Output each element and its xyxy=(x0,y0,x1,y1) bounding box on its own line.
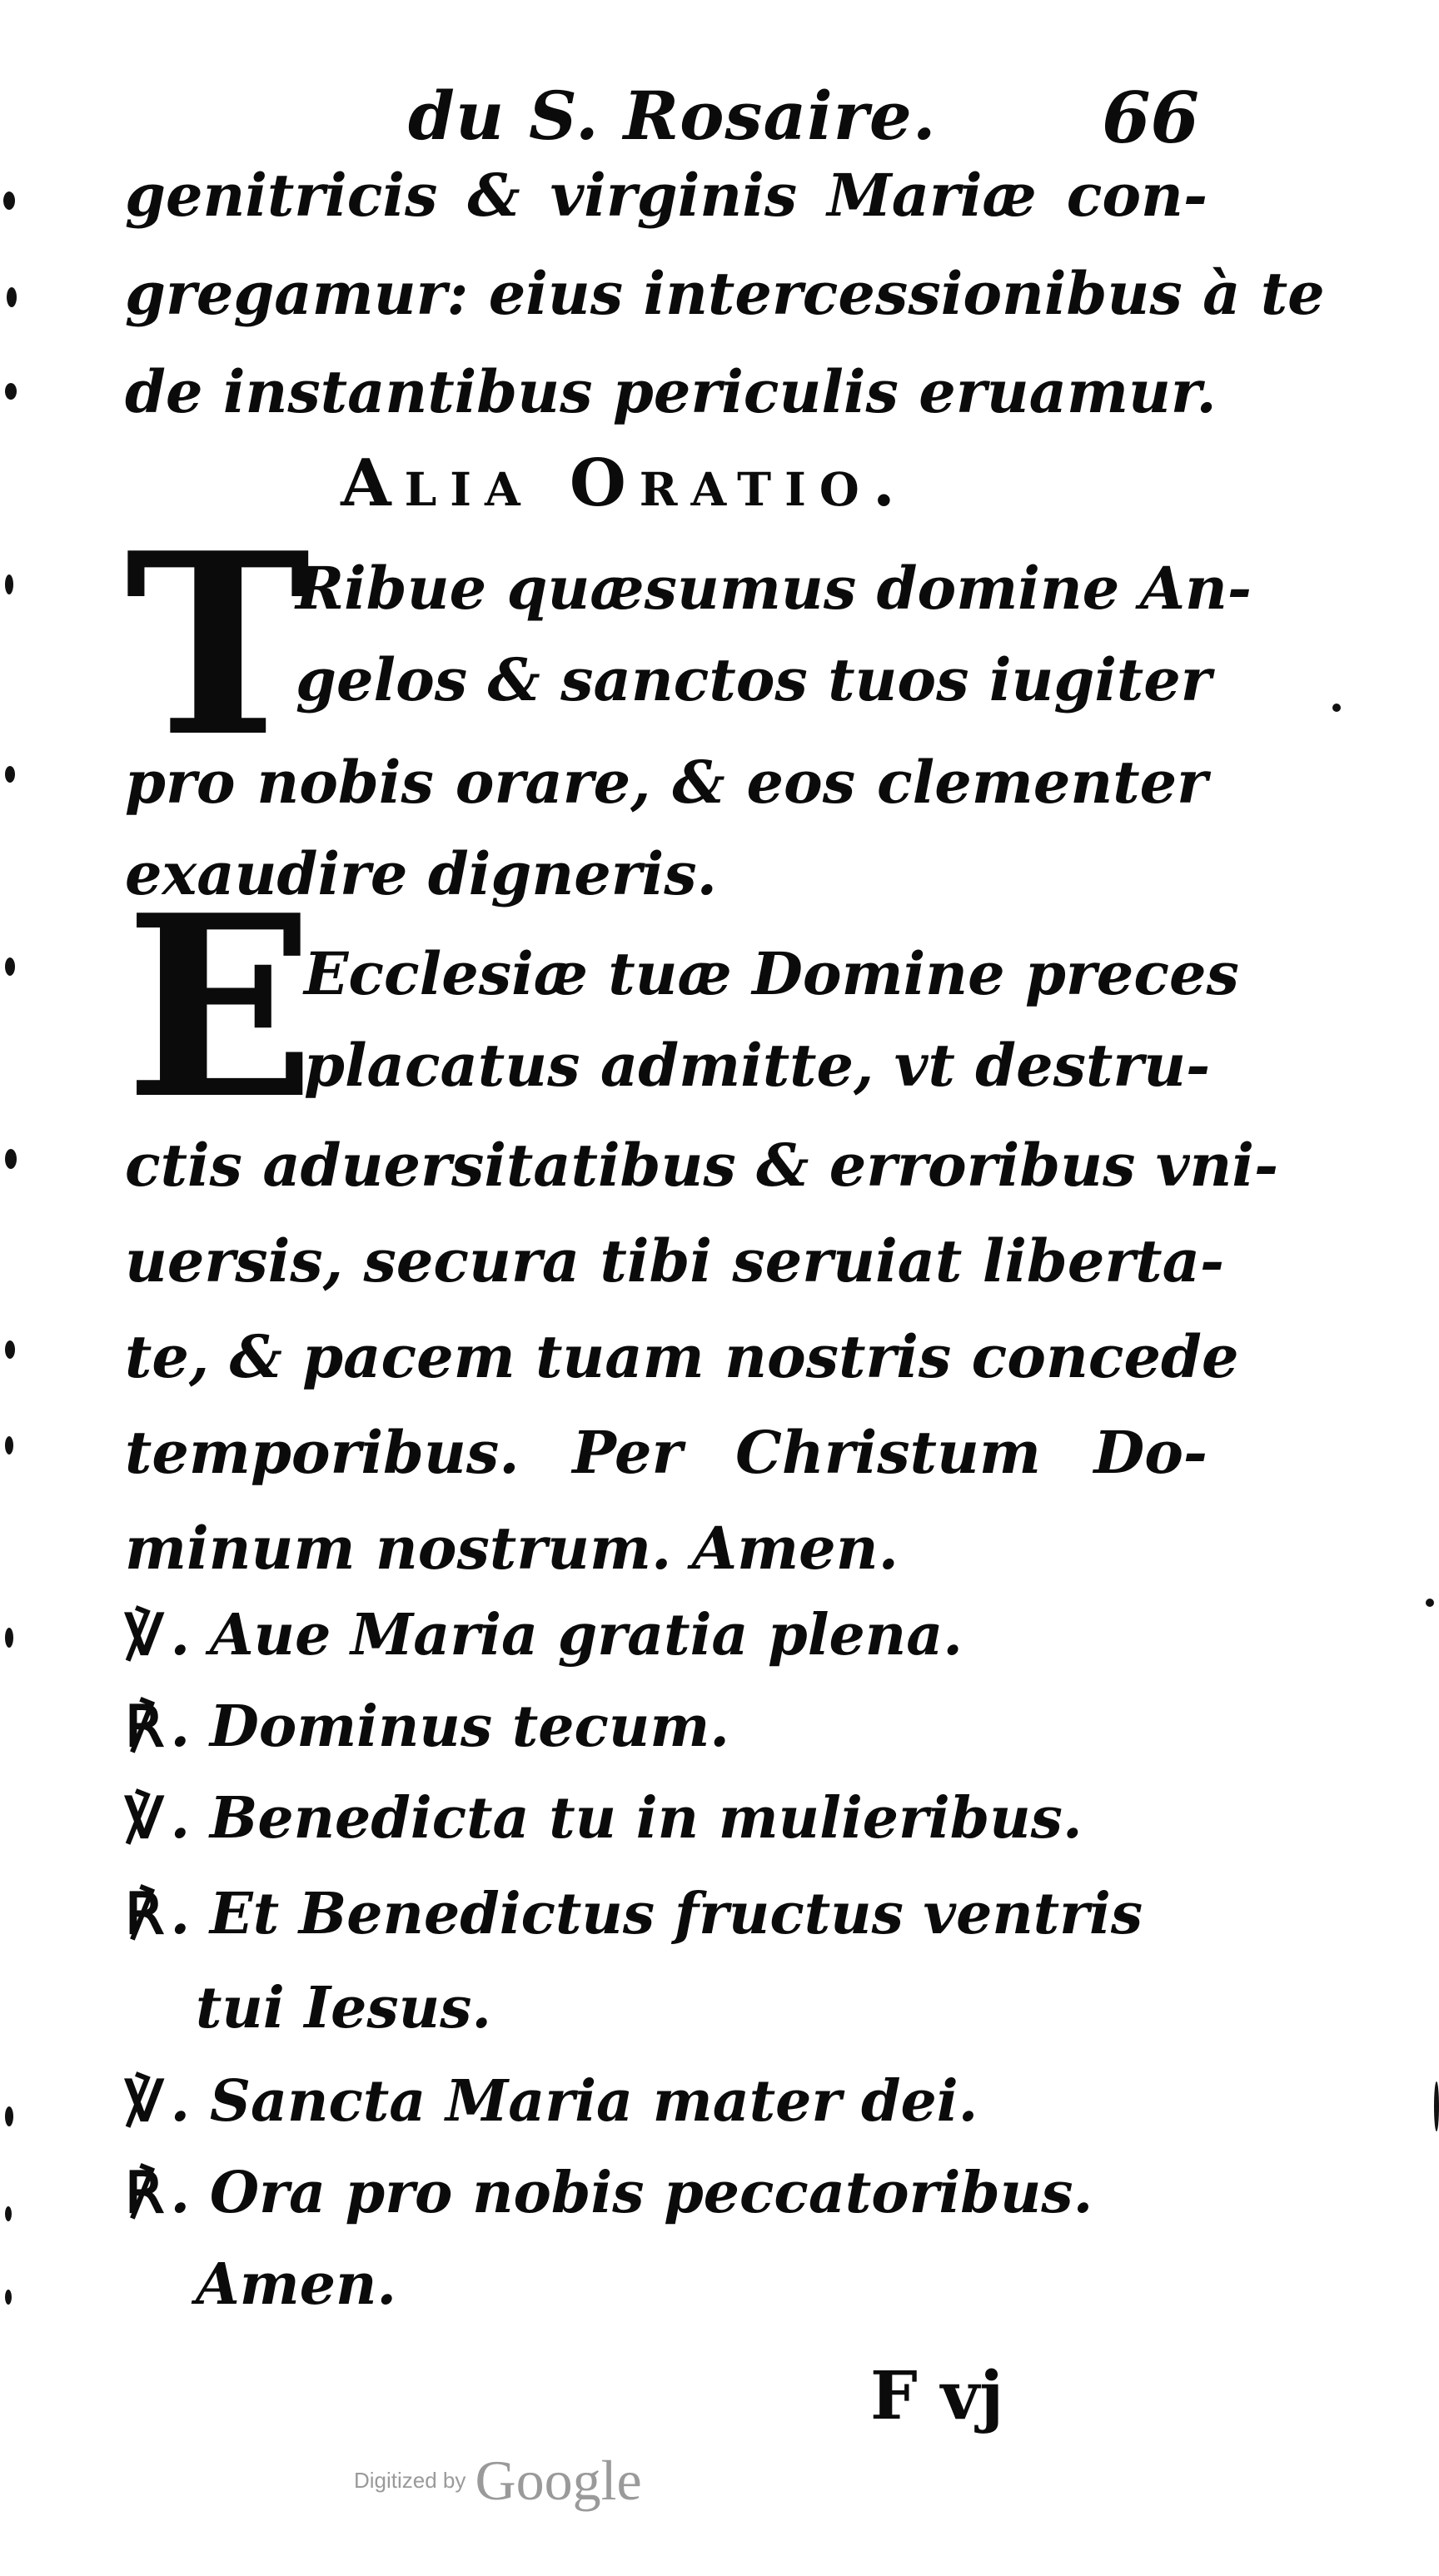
signature-mark: F vj xyxy=(870,2356,1004,2434)
speck-mark xyxy=(1426,1599,1434,1607)
bleed-mark xyxy=(5,1149,17,1169)
google-logo: Google xyxy=(475,2449,642,2512)
bleed-mark xyxy=(5,1340,15,1359)
text-line: de instantibus periculis eruamur. xyxy=(125,357,1217,426)
versicle-symbol: ℣ xyxy=(125,1602,164,1668)
response-line xyxy=(125,2160,1093,2226)
bleed-mark xyxy=(5,2206,12,2221)
versicle-line xyxy=(125,1785,1083,1852)
versicle-symbol: ℣ xyxy=(125,2068,164,2135)
running-header xyxy=(400,77,1216,168)
page-number: 66 xyxy=(1102,77,1199,159)
text-line: genitricis & virginis Mariæ con- xyxy=(125,161,1207,230)
drop-cap-initial: T xyxy=(125,498,311,792)
text-line: pro nobis orare, & eos clementer xyxy=(125,748,1207,817)
response-text: . Dominus tecum. xyxy=(170,1693,729,1760)
response-text: tui Iesus. xyxy=(196,1975,492,2041)
speck-mark xyxy=(1332,704,1341,712)
digitized-watermark xyxy=(354,2448,642,2514)
versicle-symbol: ℣ xyxy=(125,1785,164,1852)
bleed-mark xyxy=(5,766,15,783)
response-continuation xyxy=(196,2251,397,2318)
versicle-line xyxy=(125,1602,963,1668)
text-line: ctis aduersitatibus & erroribus vni- xyxy=(125,1131,1279,1200)
versicle-text: . Benedicta tu in mulieribus. xyxy=(170,1785,1083,1852)
text-line: gregamur: eius intercessionibus à te xyxy=(125,259,1325,328)
response-line xyxy=(125,1693,729,1760)
versicle-text: . Aue Maria gratia plena. xyxy=(170,1602,963,1668)
text-line: placatus admitte, vt destru- xyxy=(304,1031,1211,1100)
bleed-mark xyxy=(5,1628,13,1648)
text-line: temporibus. Per Christum Do- xyxy=(125,1418,1207,1487)
text-line: gelos & sanctos tuos iugiter xyxy=(296,645,1212,714)
text-line: uersis, secura tibi seruiat liberta- xyxy=(125,1226,1225,1295)
bleed-mark xyxy=(5,383,17,400)
bleed-mark xyxy=(5,574,13,594)
response-text: Amen. xyxy=(196,2251,397,2318)
response-continuation xyxy=(196,1975,492,2041)
text-line: Ribue quæsumus domine An- xyxy=(296,554,1252,623)
bleed-mark xyxy=(3,191,15,210)
bleed-mark xyxy=(5,2106,13,2126)
bleed-mark xyxy=(7,287,17,307)
response-symbol: ℟ xyxy=(125,1693,164,1760)
digitized-label: Digitized by xyxy=(354,2468,466,2493)
section-heading: Alia Oratio. xyxy=(341,445,909,521)
bleed-mark xyxy=(5,1436,13,1455)
bleed-mark xyxy=(5,957,15,976)
response-line xyxy=(125,1881,1143,1947)
response-symbol: ℟ xyxy=(125,1881,164,1947)
running-title: du S. Rosaire. xyxy=(408,77,937,155)
response-text: . Et Benedictus fructus ventris xyxy=(170,1881,1143,1947)
versicle-line xyxy=(125,2068,978,2135)
response-symbol: ℟ xyxy=(125,2160,164,2226)
drop-cap-initial: E xyxy=(125,860,316,1154)
text-line: exaudire digneris. xyxy=(125,839,718,908)
text-line: te, & pacem tuam nostris concede xyxy=(125,1322,1239,1391)
versicle-text: . Sancta Maria mater dei. xyxy=(170,2068,978,2135)
text-line: minum nostrum. Amen. xyxy=(125,1514,899,1583)
bleed-mark xyxy=(5,2290,12,2305)
text-line: Ecclesiæ tuæ Domine preces xyxy=(304,939,1239,1008)
response-text: . Ora pro nobis peccatoribus. xyxy=(170,2160,1093,2226)
speck-mark xyxy=(1434,2081,1439,2131)
